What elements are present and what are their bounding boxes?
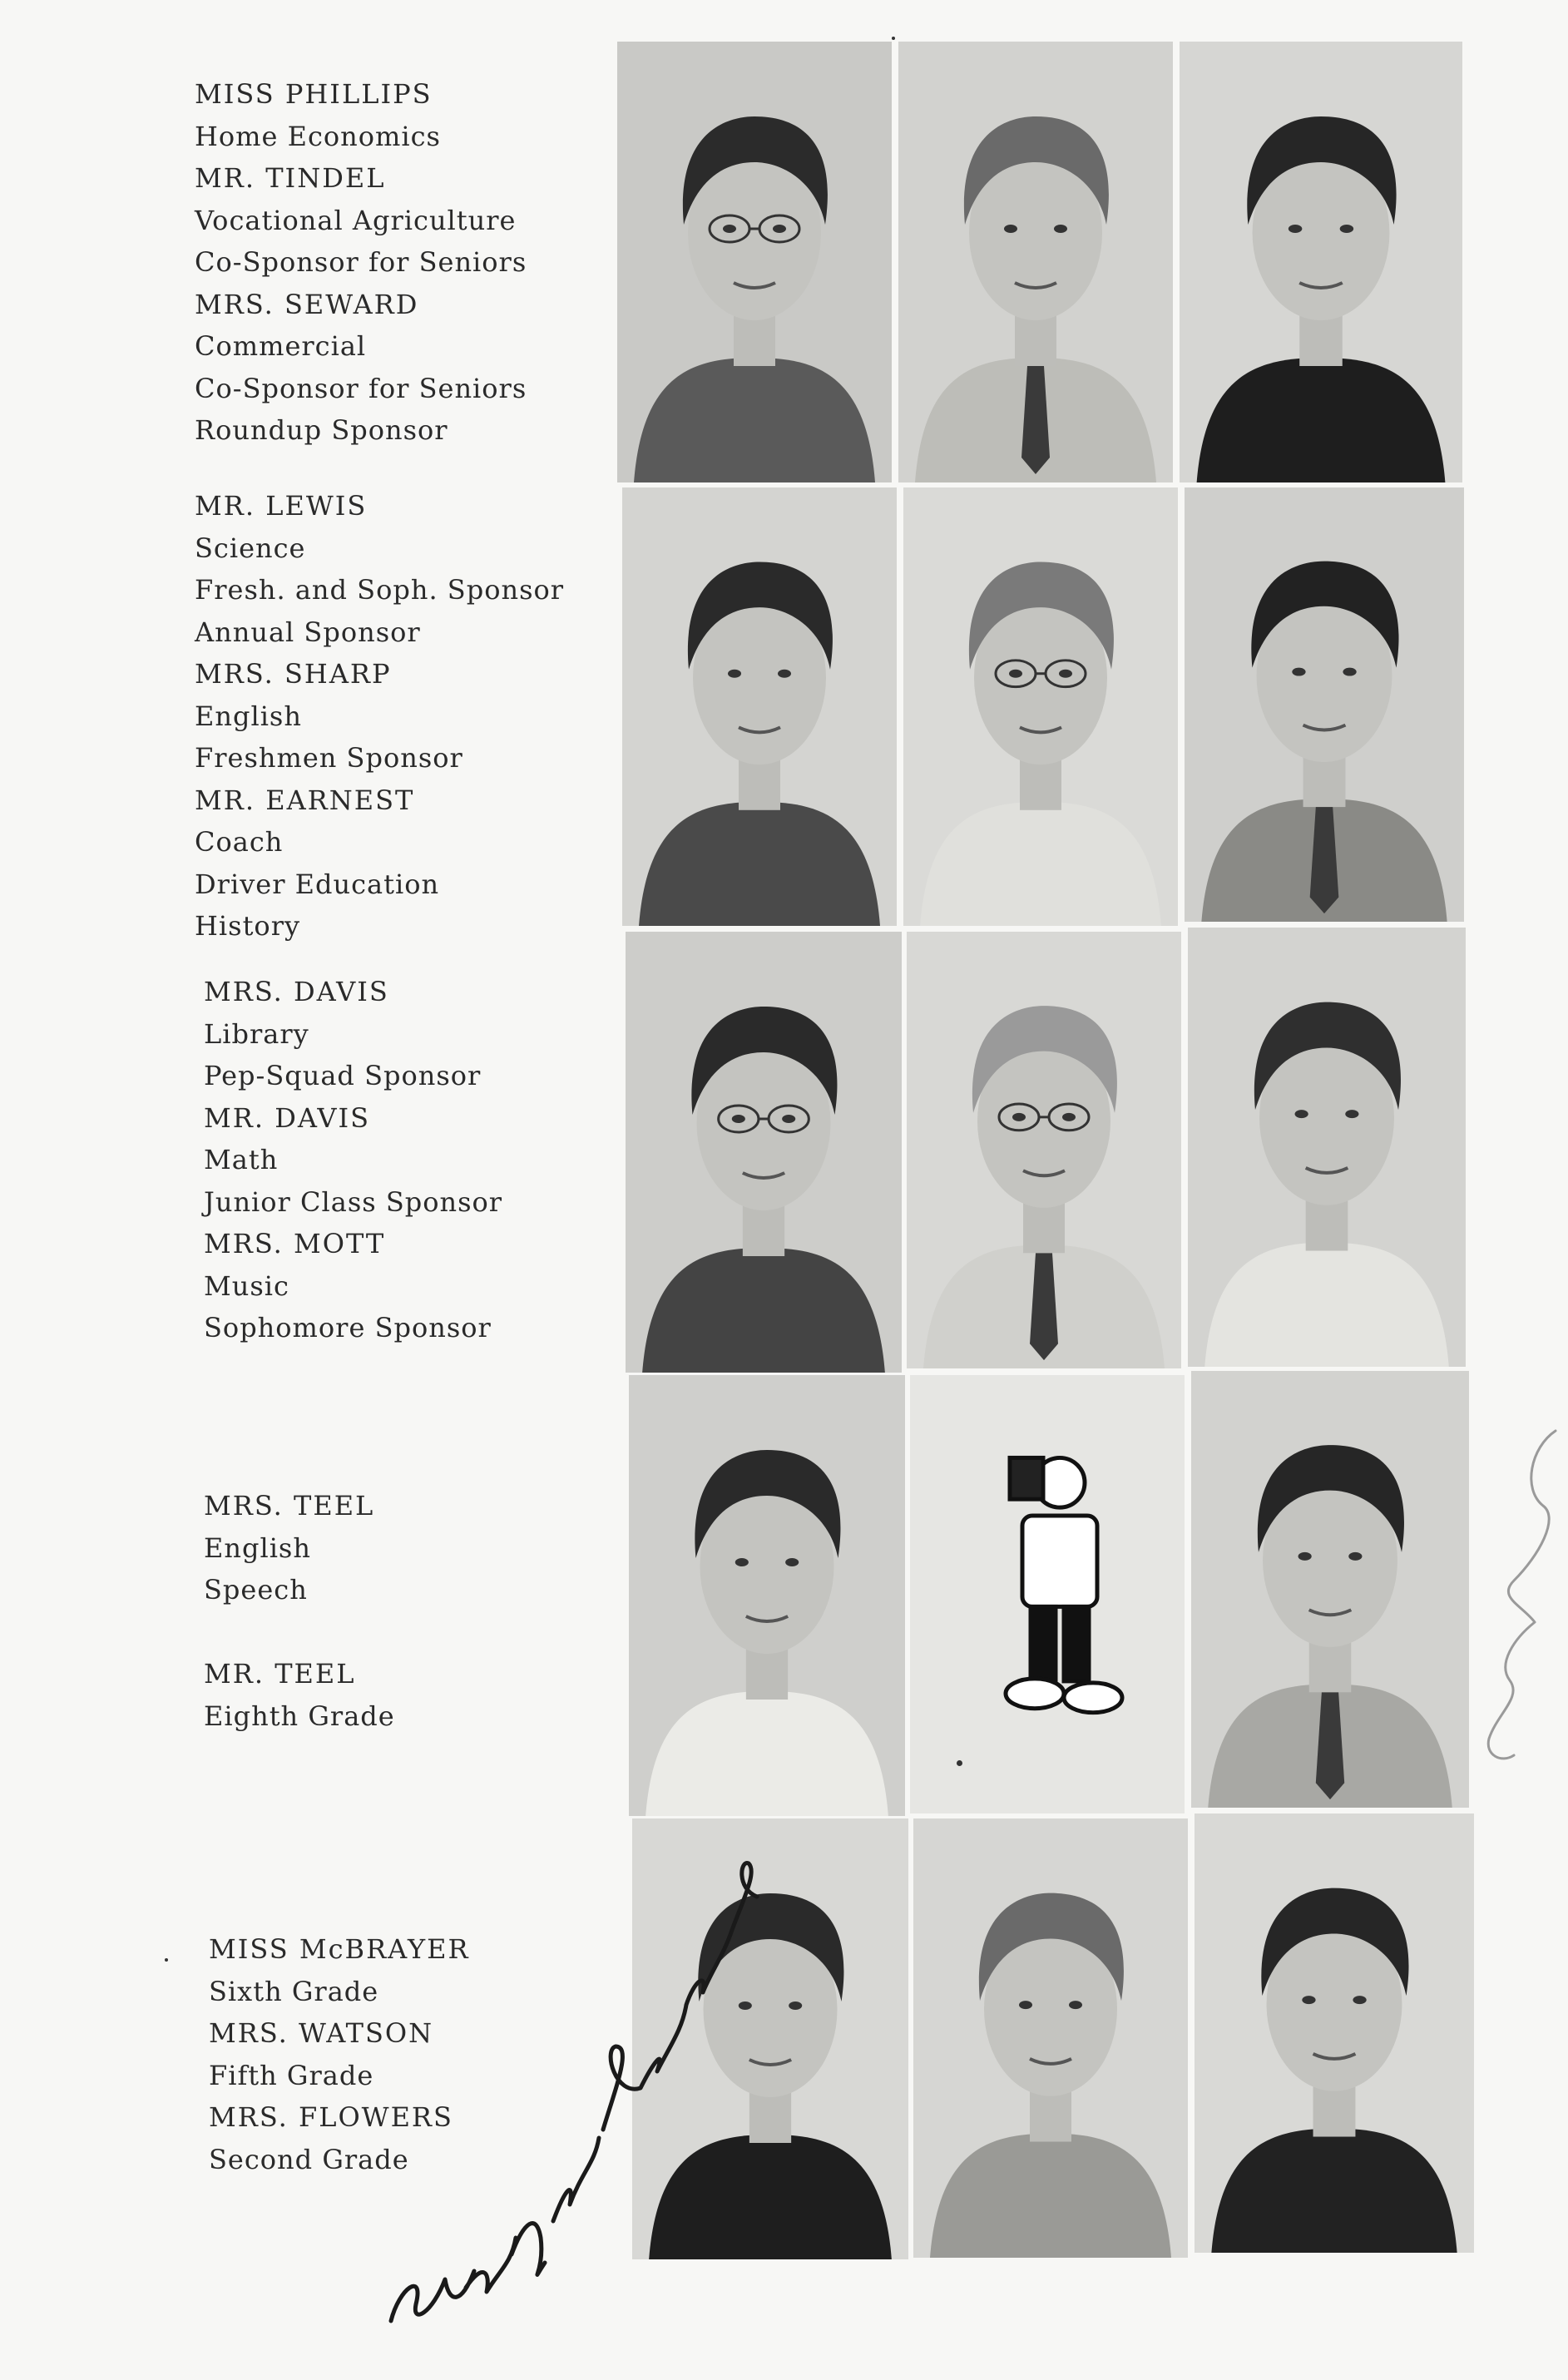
teacher-role: English	[195, 700, 302, 732]
teacher-role: Speech	[204, 1574, 308, 1606]
teacher-role: Sophomore Sponsor	[204, 1312, 492, 1343]
teacher-role: Music	[204, 1269, 289, 1302]
teacher-role: History	[195, 910, 301, 942]
portrait-woman-glasses-image	[617, 42, 892, 482]
caption-group-5	[209, 1928, 470, 2180]
teacher-name: MISS McBRAYER	[209, 1933, 470, 1965]
portrait-woman-pearls	[1180, 42, 1462, 482]
teacher-role: Sixth Grade	[209, 1975, 379, 2007]
teacher-role: Annual Sponsor	[195, 616, 421, 648]
portrait-young-man-tie-image	[1185, 487, 1464, 922]
teacher-role: Pep-Squad Sponsor	[204, 1060, 482, 1091]
cartoon-photographer	[910, 1375, 1185, 1813]
teacher-role: Math	[204, 1144, 279, 1175]
portrait-older-man-glasses-image	[907, 932, 1181, 1368]
teacher-role: Library	[204, 1017, 309, 1050]
portrait-woman-smiling-image	[629, 1375, 905, 1816]
teacher-role: Commercial	[195, 330, 367, 362]
teacher-name: MR. LEWIS	[195, 490, 368, 522]
portrait-woman-curls	[1188, 928, 1466, 1367]
print-speck	[165, 1958, 168, 1962]
portrait-older-man-tie-image	[898, 42, 1173, 482]
teacher-role: Co-Sponsor for Seniors	[195, 372, 527, 404]
caption-spacer	[204, 1611, 395, 1654]
teacher-role: Fresh. and Soph. Sponsor	[195, 574, 565, 606]
cartoon-photographer-image	[910, 1375, 1185, 1813]
portrait-man-smiling-tie	[1191, 1371, 1469, 1808]
portrait-woman-necklace	[1195, 1813, 1474, 2253]
teacher-name: MRS. MOTT	[204, 1228, 386, 1259]
teacher-role: Junior Class Sponsor	[204, 1185, 503, 1218]
caption-group-2	[195, 485, 564, 948]
teacher-role: Freshmen Sponsor	[195, 742, 463, 774]
teacher-role: Vocational Agriculture	[195, 204, 517, 236]
portrait-man-smiling-tie-image	[1191, 1371, 1469, 1808]
teacher-name: MR. TEEL	[204, 1658, 356, 1690]
print-speck	[892, 37, 895, 40]
print-speck	[957, 1760, 962, 1766]
caption-group-3	[204, 971, 502, 1349]
teacher-role: Roundup Sponsor	[195, 414, 448, 446]
teacher-name: MR. EARNEST	[195, 784, 415, 816]
teacher-name: MRS. TEEL	[204, 1490, 375, 1522]
teacher-name: MRS. DAVIS	[204, 976, 389, 1007]
portrait-woman-curls-image	[1188, 928, 1466, 1367]
portrait-young-man-tie	[1185, 487, 1464, 922]
portrait-older-man-glasses	[907, 932, 1181, 1368]
portrait-older-woman	[913, 1818, 1188, 2258]
portrait-man-collar-image	[622, 487, 897, 926]
portrait-woman-dark-dress-image	[632, 1818, 908, 2259]
teacher-role: Fifth Grade	[209, 2059, 374, 2091]
portrait-woman-glasses-2	[626, 932, 902, 1373]
portrait-older-woman-image	[913, 1818, 1188, 2258]
portrait-older-woman-glasses-image	[903, 487, 1178, 926]
portrait-man-collar	[622, 487, 897, 926]
teacher-role: Driver Education	[195, 868, 440, 900]
portrait-woman-pearls-image	[1180, 42, 1462, 482]
portrait-older-man-tie	[898, 42, 1173, 482]
portrait-woman-glasses-2-image	[626, 932, 902, 1373]
teacher-role: Home Economics	[195, 120, 441, 152]
teacher-role: Science	[195, 532, 306, 564]
teacher-name: MR. TINDEL	[195, 162, 386, 194]
teacher-name: MR. DAVIS	[204, 1101, 371, 1134]
teacher-role: English	[204, 1531, 311, 1564]
teacher-role: Eighth Grade	[204, 1700, 395, 1732]
teacher-role: Co-Sponsor for Seniors	[195, 246, 527, 278]
teacher-name: MISS PHILLIPS	[195, 78, 433, 110]
teacher-name: MRS. SHARP	[195, 658, 392, 690]
teacher-role: Second Grade	[209, 2143, 409, 2175]
faint-signature	[1464, 1414, 1568, 1789]
caption-group-1	[195, 73, 527, 452]
teacher-name: MRS. SEWARD	[195, 288, 419, 320]
portrait-woman-necklace-image	[1195, 1813, 1474, 2253]
teacher-name: MRS. FLOWERS	[209, 2101, 453, 2133]
teacher-role: Coach	[195, 826, 284, 858]
portrait-woman-dark-dress	[632, 1818, 908, 2259]
portrait-woman-glasses	[617, 42, 892, 482]
teacher-name: MRS. WATSON	[209, 2017, 434, 2049]
portrait-woman-smiling	[629, 1375, 905, 1816]
caption-group-4	[204, 1485, 395, 1737]
portrait-older-woman-glasses	[903, 487, 1178, 926]
